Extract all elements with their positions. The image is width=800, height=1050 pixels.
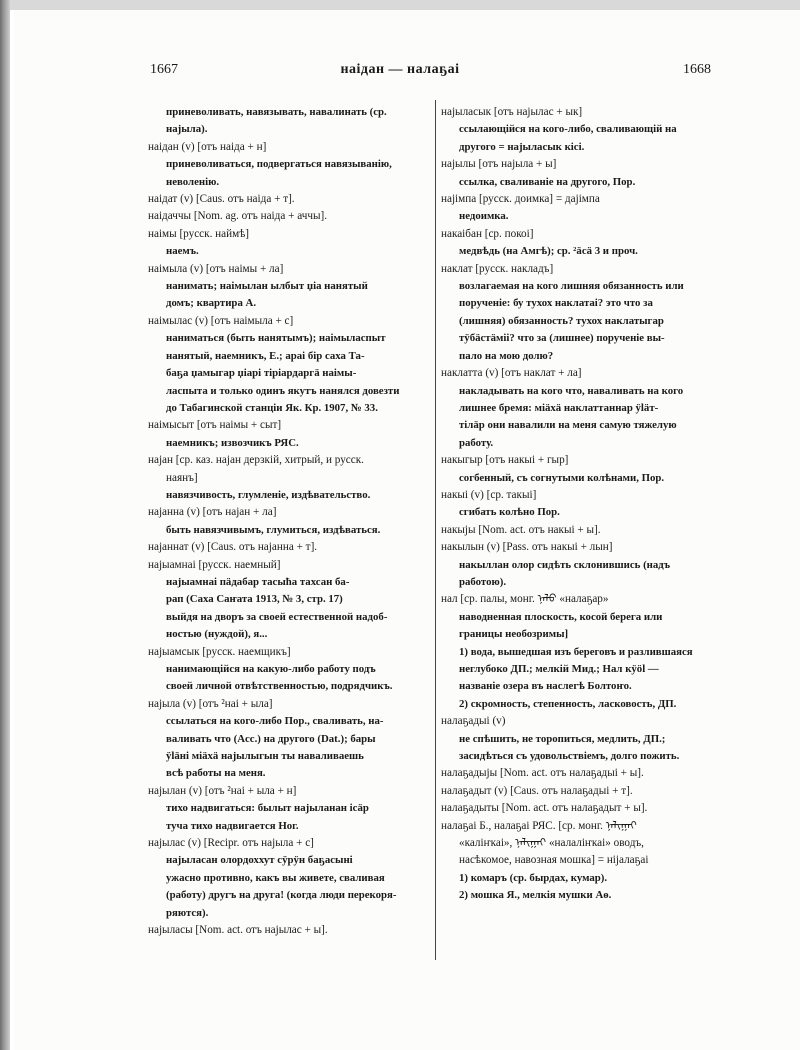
entry-headword-line: најыамнаі [русск. наемный] <box>148 558 281 571</box>
entry-definition-line: не спѣшить, не торопиться, медлить, ДП.; <box>459 732 666 745</box>
entry-definition-line: работою). <box>459 575 507 588</box>
entry-headword-line: наклат [русск. накладъ] <box>441 262 554 275</box>
entry-headword-line: наімыла (v) [отъ наімы + ла] <box>148 262 284 275</box>
entry-definition-line: недоимка. <box>459 210 509 223</box>
entry-definition-line: «каліҥкаі», ᠨᠠᠯᠢᠭᠠᠶ «налаліҥкаі» оводъ, <box>459 837 644 850</box>
entry-definition-line: названіе озера въ наслегѣ Болтоҥо. <box>459 680 632 693</box>
entry-definition-line: навязчивость, глумленіе, издѣвательство. <box>166 488 371 501</box>
entry-definition-line: накладывать на кого что, наваливать на кого <box>459 384 684 397</box>
entry-definition-line: лишнее бремя: міäхä наклаттаннар ÿläт- <box>459 401 659 414</box>
entry-definition-line: наянъ] <box>166 471 198 484</box>
entry-headword-line: најан [ср. каз. најан дерзкій, хитрый, и русск. <box>148 454 364 467</box>
entry-definition-line: 1) вода, вышедшая изъ береговъ и разлившаяся <box>459 645 693 658</box>
entry-definition-line: (лишняя) обязанность? тухох наклатыгар <box>459 314 664 327</box>
entry-definition-line: работу. <box>459 436 494 449</box>
entry-headword-line: налаҕадыт (v) [Caus. отъ налаҕадыі + т]. <box>441 784 633 797</box>
entry-definition-line: ряются). <box>166 906 209 919</box>
entry-headword-line: налаҕадыты [Nom. act. отъ налаҕадыт + ы]. <box>441 802 648 815</box>
entry-definition-line: наниматься (быть нанятымъ); наімыласпыт <box>166 332 386 345</box>
entry-definition-line: наемъ. <box>166 245 199 258</box>
entry-definition-line: ужасно противно, какъ вы живете, сваливая <box>166 871 385 884</box>
entry-headword-line: најылан (v) [отъ ²наі + ыла + н] <box>148 784 297 797</box>
entry-definition-line: 1) комаръ (ср. бырдах, кумар). <box>459 871 608 884</box>
entry-definition-line: валивать что (Acc.) на другого (Dat.); бары <box>166 732 376 745</box>
entry-definition-line: приневоливать, навязывать, навалинать (ср. <box>166 106 387 118</box>
entry-definition-line: нанимающійся на какую-либо работу подъ <box>166 663 376 675</box>
entry-definition-line: домъ; квартира А. <box>166 297 257 310</box>
entry-headword-line: накыјы [Nom. act. отъ накыі + ы]. <box>441 523 601 536</box>
entry-headword-line: најыла (v) [отъ ²наі + ыла] <box>148 697 273 710</box>
entry-headword-line: накылын (v) [Pass. отъ накыі + лын] <box>441 541 613 554</box>
left-page-number: 1667 <box>150 62 178 77</box>
entry-definition-line: приневоливаться, подвергаться навязыванію, <box>166 158 392 171</box>
entry-definition-line: тілäр они навалили на меня самую тяжелую <box>459 419 677 432</box>
left-column <box>148 104 430 940</box>
entry-definition-line: ссылающійся на кого-либо, сваливающій на <box>459 123 677 136</box>
entry-definition-line: нанятый, наемникъ, Е.; араі бір саха Та- <box>166 349 365 362</box>
entry-definition-line: медвѣдь (на Амгѣ); ср. ²äсä 3 и проч. <box>459 245 638 258</box>
entry-headword-line: нал [ср. палы, монг. ᠨᠠᠯᠤ «налаҕар» <box>441 593 609 606</box>
entry-headword-line: наідан (v) [отъ наіда + н] <box>148 140 267 153</box>
entry-definition-line: быть навязчивымъ, глумиться, издѣваться. <box>166 523 381 536</box>
page-title: наідан — налаҕаі <box>340 62 460 77</box>
entry-definition-line: (работу) другъ на друга! (когда люди перекоря- <box>166 889 397 902</box>
entry-definition-line: накыллан олор сидѣть склонившись (надъ <box>459 558 671 571</box>
entry-definition-line: најыла). <box>166 123 208 136</box>
entry-headword-line: најаннат (v) [Caus. отъ најанна + т]. <box>148 541 318 554</box>
entry-definition-line: всѣ работы на меня. <box>166 767 266 780</box>
entry-headword-line: наімы [русск. наймѣ] <box>148 227 249 240</box>
column-divider <box>435 100 436 960</box>
entry-headword-line: накаібан [ср. покоі] <box>441 227 534 240</box>
entry-headword-line: наідат (v) [Caus. отъ наіда + т]. <box>148 193 295 206</box>
entry-definition-line: согбенный, съ согнутыми колѣнами, Пор. <box>459 471 665 484</box>
scan-left-edge <box>0 0 10 1050</box>
entry-headword-line: накыі (v) [ср. такыі] <box>441 488 537 501</box>
entry-definition-line: порученіе: бу тухох наклатаі? это что за <box>459 297 653 310</box>
entry-definition-line: ÿläні міäхä најылыгын ты наваливаешь <box>166 750 364 763</box>
entry-headword-line: најыласык [отъ најылас + ык] <box>441 106 583 118</box>
entry-definition-line: ласпыта и только одинъ якутъ нанялся довезти <box>166 384 400 397</box>
entry-definition-line: до Табагинской станціи Як. Кр. 1907, № 33. <box>166 401 378 414</box>
entry-definition-line: нанимать; наімылан ылбыт џіа нанятый <box>166 280 368 293</box>
entry-definition-line: границы необозримы] <box>459 628 569 641</box>
entry-definition-line: најыласан олордоххут сÿрÿн баҕасыні <box>166 854 353 867</box>
entry-headword-line: налаҕаі Б., налаҕаі РЯС. [ср. монг. ᠨᠠᠯᠢᠭᠠᠶ <box>441 819 637 832</box>
entry-definition-line: другого = најыласык кісі. <box>459 140 585 153</box>
right-page-number: 1668 <box>683 62 711 77</box>
entry-definition-line: тÿбäстäміі? что за (лишнее) порученіе вы- <box>459 332 665 345</box>
entry-headword-line: накыгыр [отъ накыі + гыр] <box>441 454 569 467</box>
entry-definition-line: пало на мою долю? <box>459 349 554 362</box>
entry-definition-line: засидѣться съ удовольствіемъ, долго пожить. <box>459 750 680 763</box>
right-column <box>441 104 726 905</box>
entry-definition-line: туча тихо надвигается Ног. <box>166 819 299 832</box>
entry-headword-line: најанна (v) [отъ најан + ла] <box>148 506 277 519</box>
scan-top-edge <box>0 0 800 10</box>
entry-headword-line: најылас (v) [Recipr. отъ најыла + с] <box>148 837 314 850</box>
entry-headword-line: најыамсык [русск. наемщикъ] <box>148 645 291 658</box>
entry-headword-line: налаҕадыі (v) <box>441 715 506 728</box>
entry-headword-line: наімысыт [отъ наімы + сыт] <box>148 419 282 432</box>
entry-definition-line: рап (Саха Саҥата 1913, № 3, стр. 17) <box>166 593 343 606</box>
entry-definition-line: тихо надвигаться: былыт најыланан ісäр <box>166 802 369 815</box>
entry-headword-line: најыласы [Nom. act. отъ најылас + ы]. <box>148 924 328 937</box>
entry-definition-line: ссылка, сваливаніе на другого, Пор. <box>459 175 636 188</box>
entry-definition-line: неволенію. <box>166 175 220 188</box>
entry-definition-line: неглубоко ДП.; мелкій Мид.; Нал кÿöl — <box>459 663 659 675</box>
entry-definition-line: најыамнаі пäдабар тасыћа тахсан ба- <box>166 575 350 588</box>
entry-definition-line: выйдя на дворъ за своей естественной надоб- <box>166 610 388 623</box>
entry-definition-line: ссылаться на кого-либо Пор., сваливать, на- <box>166 715 384 728</box>
entry-headword-line: најылы [отъ најыла + ы] <box>441 158 557 171</box>
entry-headword-line: налаҕадыјы [Nom. act. отъ налаҕадыі + ы]. <box>441 767 644 780</box>
entry-definition-line: насѣкомое, навозная мошка] = ніјалаҕаі <box>459 854 649 867</box>
entry-headword-line: наідаччы [Nom. ag. отъ наіда + аччы]. <box>148 210 328 223</box>
entry-definition-line: баҕа џамыгар џіарі тіріардаргä наімы- <box>166 367 357 380</box>
entry-definition-line: сгибать колѣно Пор. <box>459 506 560 519</box>
entry-definition-line: 2) скромность, степенность, ласковость, ДП. <box>459 697 677 710</box>
entry-definition-line: наемникъ; извозчикъ РЯС. <box>166 436 299 449</box>
entry-headword-line: најімпа [русск. доимка] = дајімпа <box>441 193 600 206</box>
entry-definition-line: своей личной отвѣтственностью, подрядчикъ. <box>166 680 393 693</box>
entry-headword-line: наклатта (v) [отъ наклат + ла] <box>441 367 582 380</box>
entry-definition-line: возлагаемая на кого лишняя обязанность или <box>459 280 684 293</box>
entry-definition-line: ностью (нуждой), я... <box>166 628 268 641</box>
entry-headword-line: наімылас (v) [отъ наімыла + с] <box>148 314 294 327</box>
entry-definition-line: 2) мошка Я., мелкія мушки Аө. <box>459 889 612 902</box>
entry-definition-line: наводненная плоскость, косой берега или <box>459 610 663 623</box>
